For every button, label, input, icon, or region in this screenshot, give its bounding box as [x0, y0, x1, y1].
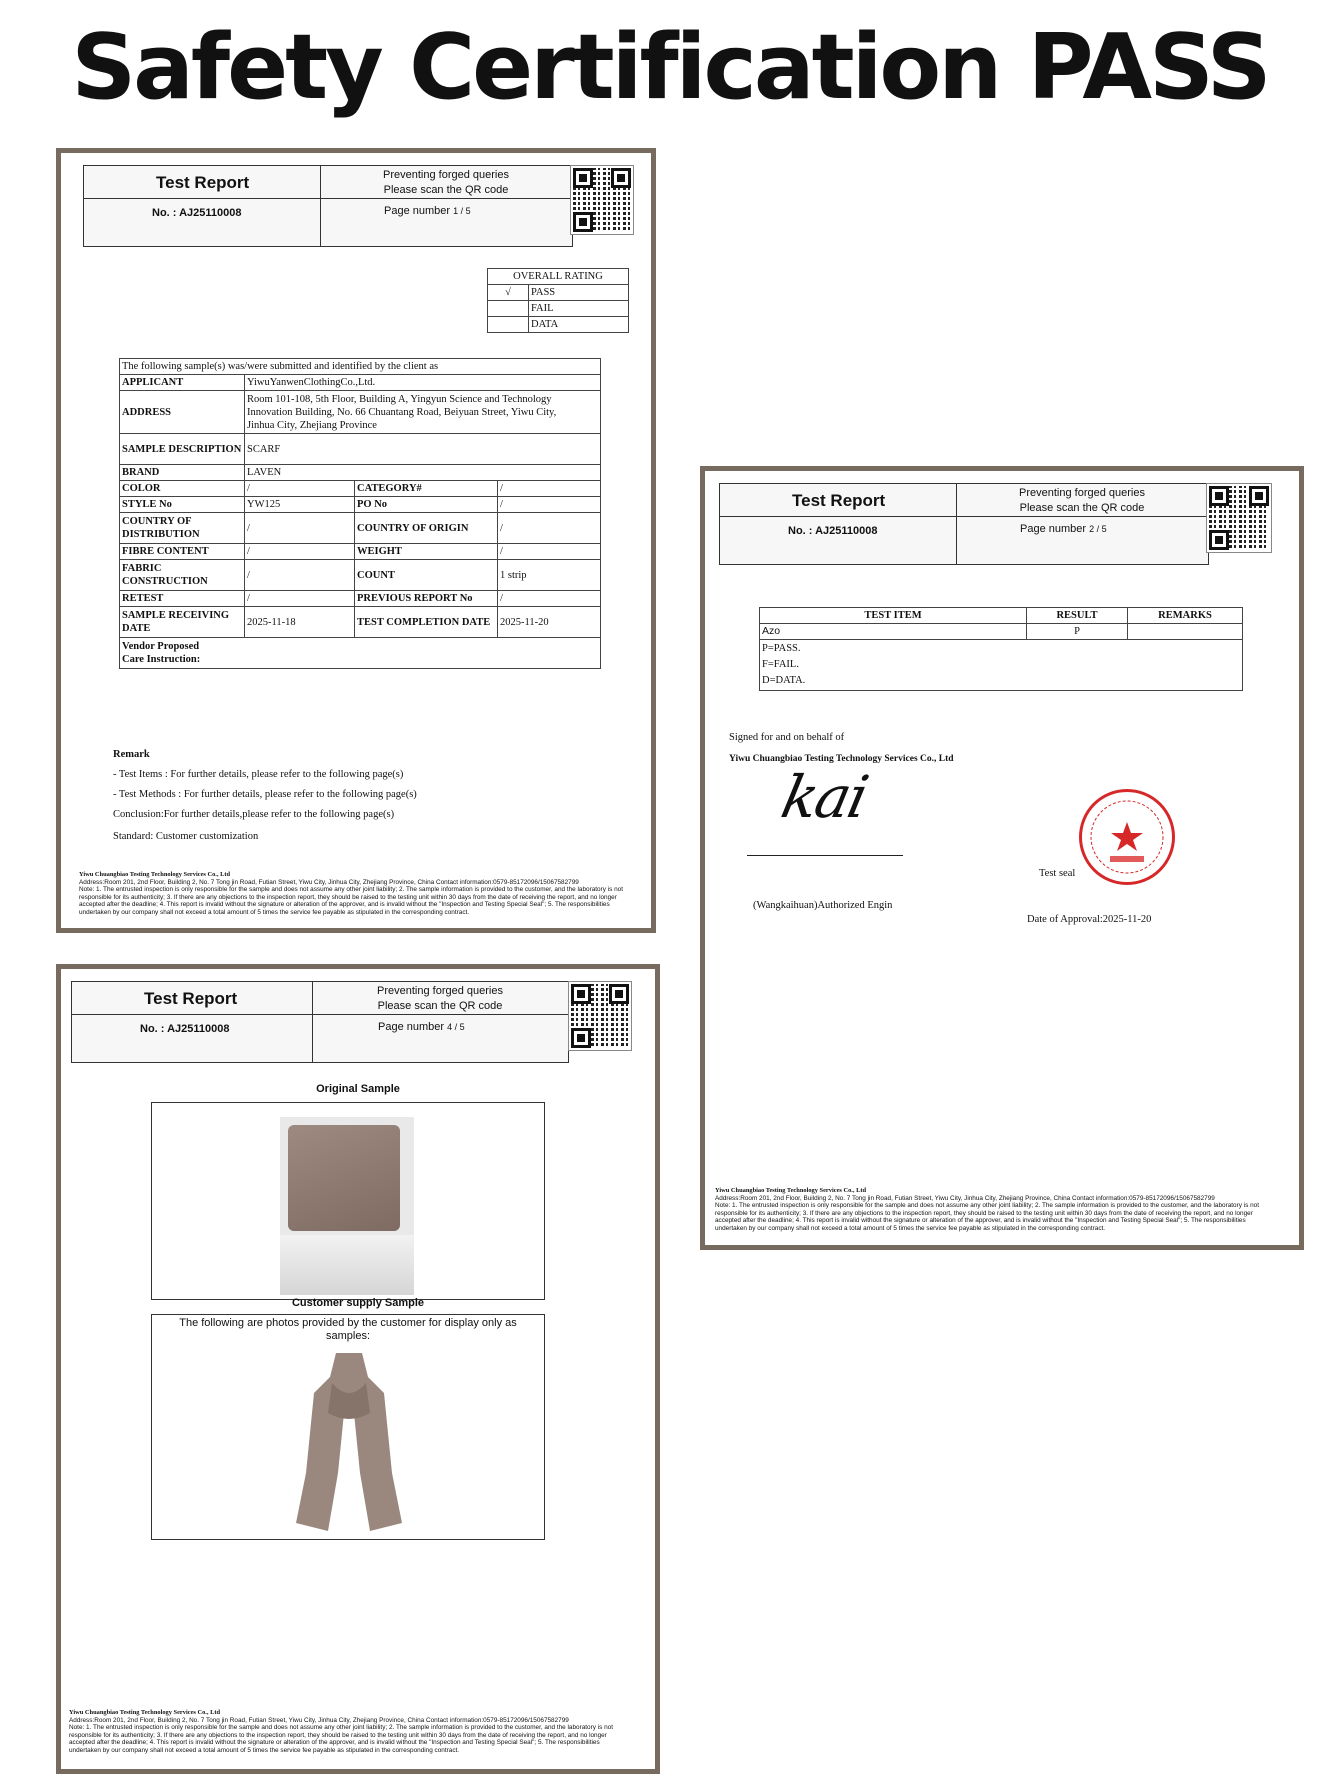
- weight-value: /: [498, 544, 601, 560]
- footer-note: Note: 1. The entrusted inspection is only responsible for the sample and does not assume any other joint liability; 2. The sample information is provided to the customer, and the laboratory is not responsible for its authenticity; 3. If there are any objections to the inspection report, they should be raised to the testing unit within 30 days from the date of receiving the report, and no longer accepted after the deadline; 4. This report is invalid without the signature or alteration of the approver, and is invalid without the "Inspection and Testing Special Seal"; 5. The responsibilities undertaken by our company shall not exceed a total amount of 5 times the service fee payable as stipulated in the corresponding contract.: [69, 1724, 613, 1754]
- page-number: 2 / 5: [1089, 524, 1107, 534]
- color-label: COLOR: [120, 481, 245, 497]
- signed-for-label: Signed for and on behalf of: [729, 732, 845, 743]
- footer-address: Address:Room 201, 2nd Floor, Building 2, No. 7 Tong jin Road, Futian Street, Yiwu City, Jinhua City, Zhejiang Province, China Contact information:0579-85172096/15067582799: [715, 1194, 1215, 1202]
- page-label: Page number: [1020, 523, 1087, 535]
- test-item-value: Azo: [760, 624, 1027, 640]
- scarf-on-mannequin-photo: [274, 1353, 424, 1533]
- footer-note: Note: 1. The entrusted inspection is only responsible for the sample and does not assume any other joint liability; 2. The sample information is provided to the customer, and the laboratory is not responsible for its authenticity; 3. If there are any objections to the inspection report, they should be raised to the testing unit within 30 days from the date of receiving the report, and no longer accepted after the deadline; 4. This report is invalid without the signature or alteration of the approver, and is invalid without the "Inspection and Testing Special Seal"; 5. The responsibilities undertaken by our company shall not exceed a total amount of 5 times the service fee payable as stipulated in the corresponding contract.: [79, 886, 623, 916]
- remark-standard: Standard: Customer customization: [113, 831, 259, 842]
- fibre-label: FIBRE CONTENT: [120, 544, 245, 560]
- page-number: 4 / 5: [447, 1022, 465, 1032]
- report-number: No. : AJ25110008: [788, 525, 878, 537]
- previous-report-label: PREVIOUS REPORT No: [355, 591, 498, 607]
- brand-value: LAVEN: [245, 465, 601, 481]
- fibre-value: /: [245, 544, 355, 560]
- sample-value: SCARF: [245, 434, 601, 465]
- verify-line-1: Preventing forged queries: [383, 169, 509, 181]
- verify-line-2: Please scan the QR code: [377, 1000, 503, 1012]
- headline: Safety Certification PASS: [71, 15, 1269, 120]
- distribution-label: COUNTRY OF DISTRIBUTION: [120, 513, 245, 544]
- rating-pass: PASS: [529, 285, 629, 301]
- verify-line-2: Please scan the QR code: [1019, 502, 1145, 514]
- report-number: No. : AJ25110008: [152, 207, 242, 219]
- retest-value: /: [245, 591, 355, 607]
- page-number: 1 / 5: [453, 206, 471, 216]
- verify-line-1: Preventing forged queries: [377, 985, 503, 997]
- legend-data: D=DATA.: [762, 675, 806, 686]
- completion-date-value: 2025-11-20: [498, 607, 601, 638]
- receiving-date-label: SAMPLE RECEIVING DATE: [120, 607, 245, 638]
- category-value: /: [498, 481, 601, 497]
- signer-name: (Wangkaihuan)Authorized Engin: [753, 900, 893, 911]
- col-result: RESULT: [1027, 608, 1128, 624]
- distribution-value: /: [245, 513, 355, 544]
- remark-title: Remark: [113, 749, 150, 760]
- address-label: ADDRESS: [120, 391, 245, 434]
- col-remarks: REMARKS: [1128, 608, 1243, 624]
- page-label: Page number: [384, 205, 451, 217]
- po-label: PO No: [355, 497, 498, 513]
- footer-company: Yiwu Chuangbiao Testing Technology Services Co., Ltd: [715, 1187, 867, 1194]
- qr-code: [569, 982, 631, 1050]
- overall-rating-table: [487, 268, 629, 333]
- page-label: Page number: [378, 1021, 445, 1033]
- applicant-value: YiwuYanwenClothingCo.,Ltd.: [245, 375, 601, 391]
- fabric-value: /: [245, 560, 355, 591]
- remark-test-methods: - Test Methods : For further details, please refer to the following page(s): [113, 789, 417, 800]
- page-footer: [79, 871, 634, 917]
- signature: kai: [775, 763, 873, 831]
- report-header: [71, 981, 569, 1063]
- page-footer: [715, 1187, 1275, 1233]
- report-title: Test Report: [144, 989, 238, 1008]
- report-title: Test Report: [792, 491, 886, 510]
- report-page-4: [56, 964, 660, 1774]
- style-value: YW125: [245, 497, 355, 513]
- brand-label: BRAND: [120, 465, 245, 481]
- sample-info-table: [119, 358, 601, 669]
- report-header: [83, 165, 573, 247]
- legend-fail: F=FAIL.: [762, 659, 799, 670]
- customer-sample-note: The following are photos provided by the customer for display only as samples:: [179, 1317, 517, 1342]
- approval-date: Date of Approval:2025-11-20: [1027, 914, 1152, 925]
- verify-line-2: Please scan the QR code: [383, 184, 509, 196]
- test-seal-stamp: [1079, 789, 1175, 885]
- qr-code: [1207, 484, 1271, 552]
- style-label: STYLE No: [120, 497, 245, 513]
- remark-conclusion: Conclusion:For further details,please refer to the following page(s): [113, 809, 395, 820]
- original-sample-photo: [280, 1117, 414, 1295]
- report-page-2: [700, 466, 1304, 1250]
- receiving-date-value: 2025-11-18: [245, 607, 355, 638]
- address-value: Room 101-108, 5th Floor, Building A, Yingyun Science and Technology Innovation Building, No. 66 Chuantang Road, Beiyuan Street, Yiwu City, Jinhua City, Zhejiang Province: [245, 391, 601, 434]
- customer-sample-title: Customer supply Sample: [291, 1297, 425, 1309]
- completion-date-label: TEST COMPLETION DATE: [355, 607, 498, 638]
- test-result-value: P: [1027, 624, 1128, 640]
- signature-line: [747, 855, 903, 856]
- rating-data: DATA: [529, 317, 629, 333]
- applicant-label: APPLICANT: [120, 375, 245, 391]
- count-label: COUNT: [355, 560, 498, 591]
- test-results-table: [759, 607, 1243, 691]
- remark-test-items: - Test Items : For further details, please refer to the following page(s): [113, 769, 404, 780]
- rating-heading: OVERALL RATING: [488, 269, 629, 285]
- report-header: [719, 483, 1209, 565]
- test-seal-label: Test seal: [1039, 868, 1076, 879]
- report-title: Test Report: [156, 173, 250, 192]
- original-sample-title: Original Sample: [316, 1083, 400, 1095]
- col-test-item: TEST ITEM: [760, 608, 1027, 624]
- fabric-label: FABRIC CONSTRUCTION: [120, 560, 245, 591]
- vendor-care-label: Vendor Proposed Care Instruction:: [120, 638, 601, 669]
- report-number: No. : AJ25110008: [140, 1023, 230, 1035]
- legend-pass: P=PASS.: [762, 643, 801, 654]
- intro-text: The following sample(s) was/were submitted and identified by the client as: [120, 359, 601, 375]
- rating-check: √: [488, 285, 529, 301]
- rating-fail: FAIL: [529, 301, 629, 317]
- color-value: /: [245, 481, 355, 497]
- customer-sample-frame: [151, 1314, 545, 1540]
- signing-company: Yiwu Chuangbiao Testing Technology Services Co., Ltd: [729, 754, 954, 764]
- footer-address: Address:Room 201, 2nd Floor, Building 2, No. 7 Tong jin Road, Futian Street, Yiwu City, Jinhua City, Zhejiang Province, China Contact information:0579-85172096/15067582799: [69, 1716, 569, 1724]
- footer-address: Address:Room 201, 2nd Floor, Building 2, No. 7 Tong jin Road, Futian Street, Yiwu City, Jinhua City, Zhejiang Province, China Contact information:0579-85172096/15067582799: [79, 878, 579, 886]
- report-page-1: [56, 148, 656, 933]
- origin-label: COUNTRY OF ORIGIN: [355, 513, 498, 544]
- po-value: /: [498, 497, 601, 513]
- previous-report-value: /: [498, 591, 601, 607]
- weight-label: WEIGHT: [355, 544, 498, 560]
- retest-label: RETEST: [120, 591, 245, 607]
- footer-company: Yiwu Chuangbiao Testing Technology Services Co., Ltd: [79, 871, 231, 878]
- origin-value: /: [498, 513, 601, 544]
- sample-label: SAMPLE DESCRIPTION: [120, 434, 245, 465]
- footer-company: Yiwu Chuangbiao Testing Technology Services Co., Ltd: [69, 1709, 221, 1716]
- category-label: CATEGORY#: [355, 481, 498, 497]
- verify-line-1: Preventing forged queries: [1019, 487, 1145, 499]
- footer-note: Note: 1. The entrusted inspection is only responsible for the sample and does not assume any other joint liability; 2. The sample information is provided to the customer, and the laboratory is not responsible for its authenticity; 3. If there are any objections to the inspection report, they should be raised to the testing unit within 30 days from the date of receiving the report, and no longer accepted after the deadline; 4. This report is invalid without the signature or alteration of the approver, and is invalid without the "Inspection and Testing Special Seal"; 5. The responsibilities undertaken by our company shall not exceed a total amount of 5 times the service fee payable as stipulated in the corresponding contract.: [715, 1202, 1259, 1232]
- original-sample-frame: [151, 1102, 545, 1300]
- page-footer: [69, 1709, 629, 1755]
- qr-code: [571, 166, 633, 234]
- count-value: 1 strip: [498, 560, 601, 591]
